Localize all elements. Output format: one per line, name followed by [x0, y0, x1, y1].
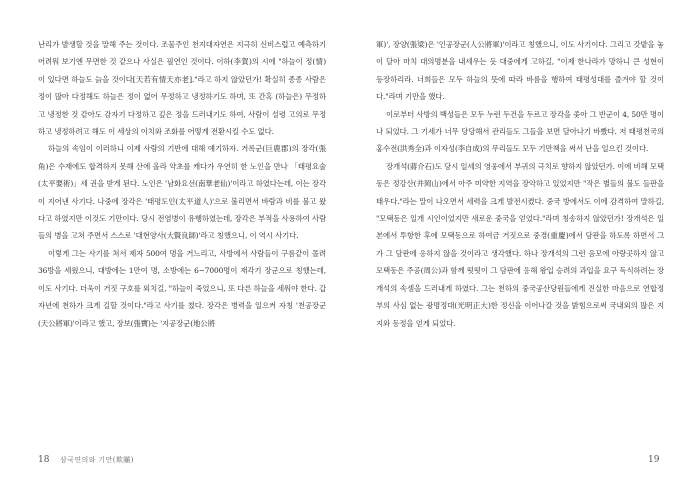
right-paragraph-1: 軍)', 장양(張梁)은 '인공장군(人公將軍)'이라고 칭했으니, 이도 사기이다. 그리고 갓밭을 놓이 달아 마치 대의명분을 내세우는 듯 대중에게 고하길, "이제 한나라가 망하니 큰 성현이 등장하리라. 너희들은 모두 하늘의 뜻에 따라 바름을 행하여 태평성대를 즐겨야 할 것이다."라며 기만을 했다. — [376, 40, 664, 102]
right-paragraph-2: 이로부터 사방의 백성들은 모두 누런 두건을 두르고 장각을 좇아 그 반군이 4, 50만 명이나 되었다. 그 기세가 너무 당당해서 관리들도 그들을 보면 달아나기 바빴다. 저 태평천국의 홍수전(洪秀全)과 이자성(李自成)의 무리들도 모두 기만책을 써서 난을 일으킨 것이다. — [376, 109, 664, 154]
right-paragraph-3: 장개석(蔣介石)도 당시 일세의 영웅에서 부귀의 극치로 향하지 않았던가. 이에 비해 모택동은 정강산(井岡山)에서 아주 미약한 지역을 장악하고 있었지만 "작은 별들의 불도 들판을 태우다."라는 말이 나오면서 세력을 크게 발전시켰다. 중국 방에서도 이에 감격하여 말하길, "모택동은 일개 시인이었지만 새로운 중국을 얻었다."라며 칭송하지 않았던가! 장개석은 일본에서 투항한 후에 모택동으로 하여금 거짓으로 중경(重慶)에서 담판을 하도록 하면서 그가 그 담판에 응하지 않을 것이라고 생각했다. 하나 장개석의 그런 음모에 아랑곳하지 않고 모택동은 주공(周公)과 함께 떳떳이 그 담판에 응해 왕입 승려의 과입을 요구 독식하려는 장개석의 속셈을 드러내게 하였다. 그는 천하의 중국공산당원들에게 진실한 마음으로 연합정부의 사심 없는 광명정대(光明正大)한 정신을 이어나갈 것을 밝힘으로써 국내외의 많은 지지와 동정을 얻게 되었다. — [376, 161, 664, 328]
left-paragraph-3: 이렇게 그는 사기를 쳐서 제자 500여 명을 거느리고, 사방에서 사람들이 구름같이 몰려 36방을 세웠으니, 대방에는 1만여 명, 소방에는 6~7000명이 재각기 장군으로 칭했는데, 이도 사기다. 더욱이 거짓 구호를 외치길, "하늘이 죽었으니, 또 다른 하늘을 세워야 한다. 갑자년에 천하가 크게 길할 것이다."라고 사기를 쳤다. 장각은 병력을 일으켜 자칭 '천공장군(天公將軍)'이라고 했고, 장보(張寶)는 '지공장군(地公將 — [38, 248, 326, 328]
right-page — [376, 36, 664, 432]
left-paragraph-1: 난리가 발생할 것을 말해 주는 것이다. 조물주인 천지대자연은 지극히 신비스럽고 예측하기 어려워 보기엔 무면한 것 같으나 사실은 필연인 것이다. 이하(李賀)의 시에 "하늘이 정(情)이 있다면 하늘도 늙을 것이다[天若有情天亦老]."라고 하지 않았던가! 확실히 종종 사람은 정이 많아 다정해도 하늘은 정이 없어 무정하고 냉정하기도 하며, 또 간혹 (하늘은) 무정하고 냉정한 것 같아도 감자기 다정하고 깊은 정을 드러내기도 하여, 사람이 설령 고의로 무정하고 냉정하려고 해도 이 세상의 이치와 조화를 어떻게 전환시킬 수도 없다. — [38, 40, 326, 137]
right-page-number: 19 — [648, 455, 660, 465]
running-title: 삼국연의와 기만(欺瞞) — [60, 456, 134, 464]
left-page — [38, 36, 326, 432]
left-footer — [38, 455, 134, 465]
left-page-number: 18 — [38, 455, 50, 465]
left-paragraph-2: 하늘의 속임이 이러하니 이제 사람의 기반에 대해 얘기하자. 거록군(巨鹿郡)의 장각(張角)은 수재에도 합격하지 못해 산에 올라 약초를 캐다가 우연히 한 노인을 만나 「태평요술(太平要術)」세 권을 받게 된다. 노인은 '남화요선(南華老仙)'이라고 하였다는데, 이는 장각이 지어낸 사기다. 나중에 장각은 '태평도인(太平道人)'으로 불리면서 바람과 비를 불고 왔다고 하였지만 이것도 기만이다. 당시 전염병이 유행하였는데, 장각은 부적을 사용하여 사람들의 병을 고쳐 주면서 스스로 '대현양사(大賢良師)'라고 칭했으니, 이 역시 사기다. — [38, 144, 326, 241]
right-footer — [648, 455, 667, 465]
